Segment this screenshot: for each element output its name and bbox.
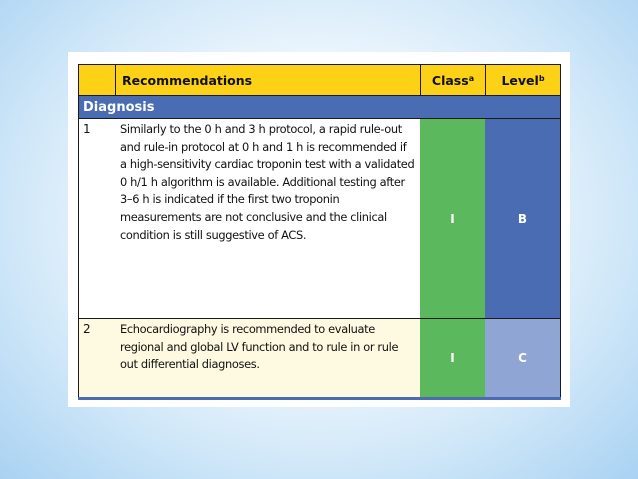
row-2-class: I (420, 319, 486, 397)
row-1-class: I (420, 119, 486, 319)
header-class (420, 64, 486, 96)
row-2-num: 2 (78, 319, 116, 397)
header-level (485, 64, 561, 96)
header-num-cell (78, 64, 116, 96)
row-1-text: Similarly to the 0 h and 3 h protocol, a rapid rule-out and rule-in protocol at 0 h and 1 h is recommended if a high-sensitivity cardiac troponin test with a validated 0 h/1 h algorithm is available. Additional testing after 3–6 h is indicated if the first two troponin measurements are not conclusive and the clinical condition is still suggestive of ACS. (115, 119, 421, 319)
header-class-label: Class (431, 72, 469, 88)
header-recommendations-label: Recommendations (122, 72, 253, 88)
header-recommendations (115, 64, 421, 96)
recommendations-table (78, 64, 561, 399)
slide-canvas (68, 52, 570, 407)
row-2-level: C (485, 319, 561, 397)
row-2-text: Echocardiography is recommended to evaluate regional and global LV function and to rule in or rule out differential diagnoses. (115, 319, 421, 397)
section-label: Diagnosis (83, 99, 155, 115)
header-level-sup: b (538, 73, 545, 83)
section-diagnosis (78, 96, 561, 119)
header-class-sup: a (468, 73, 475, 83)
row-1-num: 1 (78, 119, 116, 319)
row-1-level: B (485, 119, 561, 319)
header-level-label: Level (501, 72, 539, 88)
table-bottom-bar (78, 397, 561, 400)
